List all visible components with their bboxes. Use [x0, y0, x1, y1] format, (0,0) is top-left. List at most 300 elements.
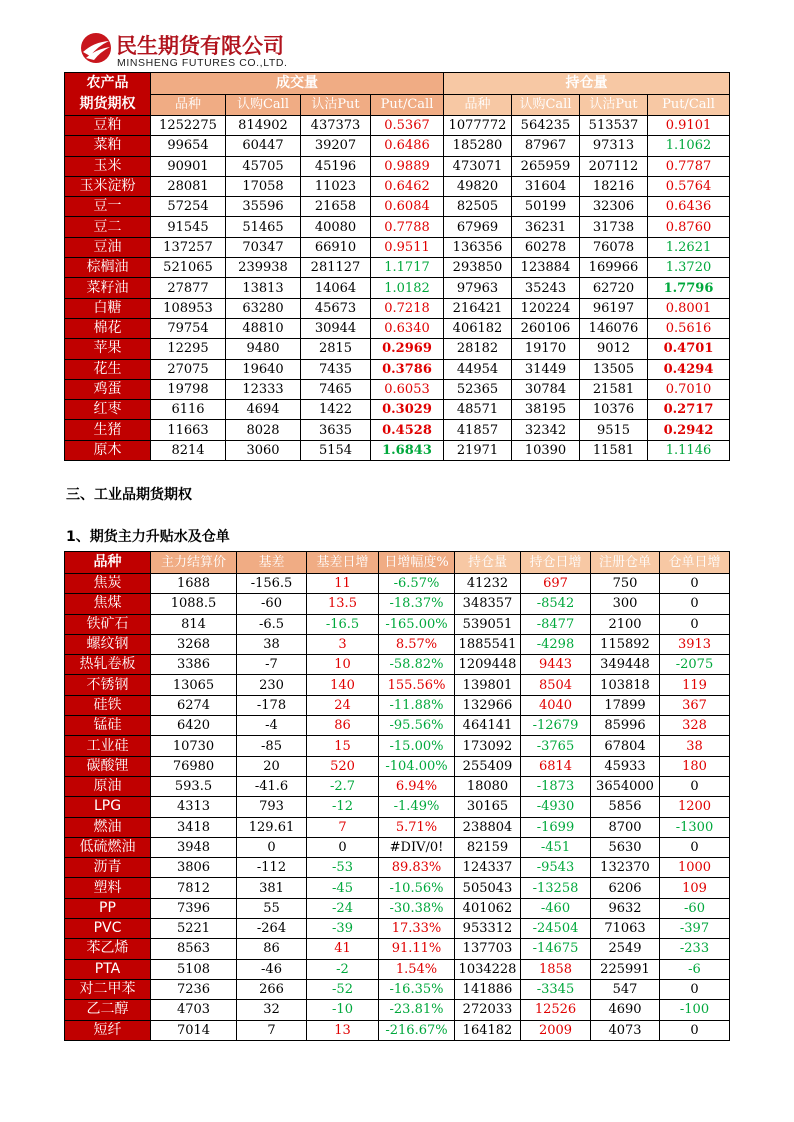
industrial-col-header: 持仓量	[455, 552, 521, 574]
agri-variety-cell: 豆一	[65, 197, 151, 217]
value-cell: 1858	[521, 959, 591, 979]
value-cell: 123884	[512, 258, 580, 278]
table-row	[65, 420, 730, 440]
value-cell: 86	[237, 939, 307, 959]
value-cell: 0	[307, 837, 379, 857]
value-cell: 19798	[151, 379, 226, 399]
value-cell: 32306	[580, 197, 648, 217]
value-cell: 10730	[151, 736, 237, 756]
value-cell: -46	[237, 959, 307, 979]
value-cell: 230	[237, 675, 307, 695]
value-cell: 5108	[151, 959, 237, 979]
value-cell: 2009	[521, 1020, 591, 1040]
value-cell: 63280	[226, 298, 301, 318]
industrial-variety-cell: 硅铁	[65, 695, 151, 715]
table-row	[65, 878, 730, 898]
agri-options-table	[64, 72, 730, 461]
value-cell: -45	[307, 878, 379, 898]
industrial-variety-cell: 锰硅	[65, 716, 151, 736]
value-cell: -13258	[521, 878, 591, 898]
value-cell: 30944	[301, 318, 371, 338]
value-cell: -41.6	[237, 776, 307, 796]
value-cell: 11581	[580, 440, 648, 460]
value-cell: -60	[660, 898, 730, 918]
value-cell: 10	[307, 655, 379, 675]
value-cell: 225991	[591, 959, 660, 979]
value-cell: 97313	[580, 136, 648, 156]
table-row	[65, 1020, 730, 1040]
value-cell: -112	[237, 858, 307, 878]
value-cell: 5630	[591, 837, 660, 857]
value-cell: -53	[307, 858, 379, 878]
value-cell: 3	[307, 634, 379, 654]
value-cell: 265959	[512, 156, 580, 176]
value-cell: 103818	[591, 675, 660, 695]
industrial-col-header: 注册仓单	[591, 552, 660, 574]
value-cell: 814	[151, 614, 237, 634]
value-cell: 45933	[591, 756, 660, 776]
put-call-ratio-cell: 0.9511	[371, 237, 444, 257]
value-cell: 13505	[580, 359, 648, 379]
value-cell: 255409	[455, 756, 521, 776]
put-call-ratio-cell: 0.4294	[648, 359, 730, 379]
agri-variety-cell: 玉米	[65, 156, 151, 176]
value-cell: 281127	[301, 258, 371, 278]
value-cell: 55	[237, 898, 307, 918]
value-cell: 1000	[660, 858, 730, 878]
value-cell: -15.00%	[379, 736, 455, 756]
value-cell: 137257	[151, 237, 226, 257]
value-cell: 21971	[444, 440, 512, 460]
value-cell: -95.56%	[379, 716, 455, 736]
value-cell: -10.56%	[379, 878, 455, 898]
section-heading-industrial-options: 三、工业品期货期权	[66, 487, 192, 503]
value-cell: 91545	[151, 217, 226, 237]
value-cell: 38	[660, 736, 730, 756]
value-cell: 124337	[455, 858, 521, 878]
value-cell: 139801	[455, 675, 521, 695]
value-cell: -6.5	[237, 614, 307, 634]
value-cell: 129.61	[237, 817, 307, 837]
value-cell: 0	[660, 837, 730, 857]
value-cell: 79754	[151, 318, 226, 338]
table-row	[65, 217, 730, 237]
value-cell: 473071	[444, 156, 512, 176]
put-call-ratio-cell: 0.2942	[648, 420, 730, 440]
agri-col-header: 认购Call	[226, 94, 301, 116]
agri-col-header: 认沽Put	[580, 94, 648, 116]
value-cell: 13065	[151, 675, 237, 695]
value-cell: 173092	[455, 736, 521, 756]
value-cell: 70347	[226, 237, 301, 257]
value-cell: 7	[237, 1020, 307, 1040]
value-cell: 0	[660, 776, 730, 796]
value-cell: 505043	[455, 878, 521, 898]
minsheng-logo-icon	[80, 32, 112, 64]
put-call-ratio-cell: 0.6084	[371, 197, 444, 217]
value-cell: 71063	[591, 919, 660, 939]
value-cell: 3418	[151, 817, 237, 837]
table-row	[65, 675, 730, 695]
value-cell: 36231	[512, 217, 580, 237]
value-cell: 3635	[301, 420, 371, 440]
value-cell: -104.00%	[379, 756, 455, 776]
value-cell: 169966	[580, 258, 648, 278]
value-cell: 0	[660, 1020, 730, 1040]
put-call-ratio-cell: 0.6053	[371, 379, 444, 399]
value-cell: -60	[237, 594, 307, 614]
industrial-variety-cell: 燃油	[65, 817, 151, 837]
value-cell: -4298	[521, 634, 591, 654]
industrial-basis-table	[64, 551, 730, 1041]
put-call-ratio-cell: 1.0182	[371, 278, 444, 298]
agri-variety-cell: 豆二	[65, 217, 151, 237]
agri-col-header: 认沽Put	[301, 94, 371, 116]
value-cell: 97963	[444, 278, 512, 298]
put-call-ratio-cell: 1.1146	[648, 440, 730, 460]
value-cell: 32	[237, 1000, 307, 1020]
value-cell: 31449	[512, 359, 580, 379]
value-cell: 0	[660, 614, 730, 634]
value-cell: 300	[591, 594, 660, 614]
value-cell: 6116	[151, 400, 226, 420]
value-cell: 31738	[580, 217, 648, 237]
agri-variety-cell: 鸡蛋	[65, 379, 151, 399]
value-cell: 66910	[301, 237, 371, 257]
industrial-variety-cell: PVC	[65, 919, 151, 939]
value-cell: 7435	[301, 359, 371, 379]
put-call-ratio-cell: 0.7218	[371, 298, 444, 318]
agri-col-header: 品种	[151, 94, 226, 116]
put-call-ratio-cell: 0.4528	[371, 420, 444, 440]
value-cell: 45705	[226, 156, 301, 176]
value-cell: 207112	[580, 156, 648, 176]
logo-chinese-name: 民生期货有限公司	[116, 34, 284, 58]
value-cell: 32342	[512, 420, 580, 440]
value-cell: 5856	[591, 797, 660, 817]
value-cell: 328	[660, 716, 730, 736]
value-cell: 3913	[660, 634, 730, 654]
value-cell: 697	[521, 574, 591, 594]
value-cell: 180	[660, 756, 730, 776]
value-cell: 0	[237, 837, 307, 857]
industrial-variety-cell: 焦煤	[65, 594, 151, 614]
value-cell: 0	[660, 574, 730, 594]
put-call-ratio-cell: 1.6843	[371, 440, 444, 460]
value-cell: 1885541	[455, 634, 521, 654]
industrial-variety-cell: 铁矿石	[65, 614, 151, 634]
value-cell: 52365	[444, 379, 512, 399]
agri-corner-line2: 期货期权	[79, 96, 136, 112]
value-cell: -233	[660, 939, 730, 959]
agri-variety-cell: 生猪	[65, 420, 151, 440]
value-cell: -6.57%	[379, 574, 455, 594]
table-row	[65, 695, 730, 715]
value-cell: -9543	[521, 858, 591, 878]
value-cell: 119	[660, 675, 730, 695]
industrial-variety-cell: 对二甲苯	[65, 979, 151, 999]
put-call-ratio-cell: 0.9101	[648, 116, 730, 136]
value-cell: -30.38%	[379, 898, 455, 918]
value-cell: 1077772	[444, 116, 512, 136]
value-cell: 5154	[301, 440, 371, 460]
industrial-variety-cell: PTA	[65, 959, 151, 979]
value-cell: 19640	[226, 359, 301, 379]
value-cell: 40080	[301, 217, 371, 237]
value-cell: 11023	[301, 176, 371, 196]
value-cell: 38	[237, 634, 307, 654]
industrial-variety-cell: 不锈钢	[65, 675, 151, 695]
value-cell: 6814	[521, 756, 591, 776]
value-cell: 45673	[301, 298, 371, 318]
value-cell: 146076	[580, 318, 648, 338]
industrial-col-header: 持仓日增	[521, 552, 591, 574]
put-call-ratio-cell: 0.5764	[648, 176, 730, 196]
table-row	[65, 655, 730, 675]
value-cell: 7236	[151, 979, 237, 999]
value-cell: 62720	[580, 278, 648, 298]
value-cell: 13	[307, 1020, 379, 1040]
table-row	[65, 716, 730, 736]
put-call-ratio-cell: 0.2717	[648, 400, 730, 420]
value-cell: 437373	[301, 116, 371, 136]
value-cell: -8477	[521, 614, 591, 634]
value-cell: 49820	[444, 176, 512, 196]
value-cell: -4930	[521, 797, 591, 817]
value-cell: -165.00%	[379, 614, 455, 634]
industrial-col-header: 主力结算价	[151, 552, 237, 574]
value-cell: 12295	[151, 339, 226, 359]
value-cell: 21581	[580, 379, 648, 399]
agri-variety-cell: 白糖	[65, 298, 151, 318]
value-cell: -1699	[521, 817, 591, 837]
value-cell: -264	[237, 919, 307, 939]
value-cell: 216421	[444, 298, 512, 318]
put-call-ratio-cell: 1.2621	[648, 237, 730, 257]
value-cell: 349448	[591, 655, 660, 675]
value-cell: 4073	[591, 1020, 660, 1040]
value-cell: -85	[237, 736, 307, 756]
value-cell: -3765	[521, 736, 591, 756]
value-cell: 86	[307, 716, 379, 736]
value-cell: 7812	[151, 878, 237, 898]
agri-variety-cell: 菜粕	[65, 136, 151, 156]
value-cell: -397	[660, 919, 730, 939]
value-cell: 24	[307, 695, 379, 715]
industrial-variety-cell: 原油	[65, 776, 151, 796]
value-cell: 9480	[226, 339, 301, 359]
industrial-variety-cell: 工业硅	[65, 736, 151, 756]
table-row	[65, 594, 730, 614]
table-row	[65, 898, 730, 918]
table-row	[65, 258, 730, 278]
put-call-ratio-cell: 0.5367	[371, 116, 444, 136]
table-row	[65, 736, 730, 756]
value-cell: 67969	[444, 217, 512, 237]
value-cell: 85996	[591, 716, 660, 736]
value-cell: 8563	[151, 939, 237, 959]
value-cell: 10390	[512, 440, 580, 460]
industrial-variety-cell: 焦炭	[65, 574, 151, 594]
value-cell: 91.11%	[379, 939, 455, 959]
value-cell: 67804	[591, 736, 660, 756]
value-cell: 1034228	[455, 959, 521, 979]
put-call-ratio-cell: 0.6486	[371, 136, 444, 156]
value-cell: 4690	[591, 1000, 660, 1020]
value-cell: 31604	[512, 176, 580, 196]
value-cell: -16.35%	[379, 979, 455, 999]
value-cell: 137703	[455, 939, 521, 959]
put-call-ratio-cell: 0.7787	[648, 156, 730, 176]
value-cell: -24504	[521, 919, 591, 939]
put-call-ratio-cell: 1.1062	[648, 136, 730, 156]
value-cell: -23.81%	[379, 1000, 455, 1020]
table-row	[65, 318, 730, 338]
value-cell: 20	[237, 756, 307, 776]
value-cell: -2.7	[307, 776, 379, 796]
industrial-variety-cell: LPG	[65, 797, 151, 817]
put-call-ratio-cell: 0.5616	[648, 318, 730, 338]
value-cell: 12526	[521, 1000, 591, 1020]
value-cell: -7	[237, 655, 307, 675]
value-cell: 1.54%	[379, 959, 455, 979]
value-cell: -460	[521, 898, 591, 918]
value-cell: 17.33%	[379, 919, 455, 939]
value-cell: -1.49%	[379, 797, 455, 817]
value-cell: 60447	[226, 136, 301, 156]
value-cell: 6.94%	[379, 776, 455, 796]
value-cell: 96197	[580, 298, 648, 318]
value-cell: #DIV/0!	[379, 837, 455, 857]
value-cell: 28182	[444, 339, 512, 359]
value-cell: 13813	[226, 278, 301, 298]
value-cell: 750	[591, 574, 660, 594]
value-cell: 89.83%	[379, 858, 455, 878]
table-row	[65, 197, 730, 217]
value-cell: 38195	[512, 400, 580, 420]
put-call-ratio-cell: 0.2969	[371, 339, 444, 359]
value-cell: 4313	[151, 797, 237, 817]
value-cell: -3345	[521, 979, 591, 999]
industrial-col-header: 基差日增	[307, 552, 379, 574]
table-row	[65, 574, 730, 594]
table-row	[65, 939, 730, 959]
value-cell: -2075	[660, 655, 730, 675]
value-cell: 48571	[444, 400, 512, 420]
put-call-ratio-cell: 0.7010	[648, 379, 730, 399]
table-row	[65, 858, 730, 878]
value-cell: 30165	[455, 797, 521, 817]
table-row	[65, 116, 730, 136]
value-cell: 1252275	[151, 116, 226, 136]
value-cell: -451	[521, 837, 591, 857]
value-cell: 164182	[455, 1020, 521, 1040]
industrial-variety-cell: 苯乙烯	[65, 939, 151, 959]
put-call-ratio-cell: 0.4701	[648, 339, 730, 359]
value-cell: 5.71%	[379, 817, 455, 837]
value-cell: 239938	[226, 258, 301, 278]
value-cell: 3386	[151, 655, 237, 675]
value-cell: -156.5	[237, 574, 307, 594]
value-cell: 953312	[455, 919, 521, 939]
value-cell: -1300	[660, 817, 730, 837]
value-cell: 539051	[455, 614, 521, 634]
table-row	[65, 817, 730, 837]
value-cell: 60278	[512, 237, 580, 257]
value-cell: 39207	[301, 136, 371, 156]
value-cell: 521065	[151, 258, 226, 278]
value-cell: 132966	[455, 695, 521, 715]
value-cell: -12	[307, 797, 379, 817]
value-cell: 0	[660, 979, 730, 999]
volume-group-header: 成交量	[151, 73, 444, 95]
value-cell: 593.5	[151, 776, 237, 796]
value-cell: 406182	[444, 318, 512, 338]
value-cell: -12679	[521, 716, 591, 736]
value-cell: 1200	[660, 797, 730, 817]
value-cell: 108953	[151, 298, 226, 318]
table-row	[65, 1000, 730, 1020]
agri-variety-cell: 花生	[65, 359, 151, 379]
value-cell: 76078	[580, 237, 648, 257]
table-row	[65, 298, 730, 318]
value-cell: -14675	[521, 939, 591, 959]
table-row	[65, 440, 730, 460]
value-cell: 8214	[151, 440, 226, 460]
value-cell: 6274	[151, 695, 237, 715]
put-call-ratio-cell: 0.3786	[371, 359, 444, 379]
value-cell: 35243	[512, 278, 580, 298]
value-cell: 17058	[226, 176, 301, 196]
value-cell: -2	[307, 959, 379, 979]
value-cell: -4	[237, 716, 307, 736]
logo-english-name: MINSHENG FUTURES CO.,LTD.	[117, 57, 288, 69]
agri-corner-header	[65, 73, 151, 116]
industrial-variety-cell: PP	[65, 898, 151, 918]
table-row	[65, 614, 730, 634]
value-cell: 10376	[580, 400, 648, 420]
value-cell: 44954	[444, 359, 512, 379]
value-cell: 11663	[151, 420, 226, 440]
value-cell: -11.88%	[379, 695, 455, 715]
agri-variety-cell: 豆油	[65, 237, 151, 257]
value-cell: 9632	[591, 898, 660, 918]
value-cell: 41857	[444, 420, 512, 440]
put-call-ratio-cell: 0.8760	[648, 217, 730, 237]
value-cell: 120224	[512, 298, 580, 318]
agri-col-header: Put/Call	[371, 94, 444, 116]
industrial-col-header: 仓单日增	[660, 552, 730, 574]
put-call-ratio-cell: 0.3029	[371, 400, 444, 420]
value-cell: -39	[307, 919, 379, 939]
agri-col-header: 品种	[444, 94, 512, 116]
industrial-col-header: 日增幅度%	[379, 552, 455, 574]
value-cell: 3268	[151, 634, 237, 654]
industrial-variety-cell: 沥青	[65, 858, 151, 878]
value-cell: 82505	[444, 197, 512, 217]
agri-variety-cell: 苹果	[65, 339, 151, 359]
value-cell: 155.56%	[379, 675, 455, 695]
value-cell: 381	[237, 878, 307, 898]
table-row	[65, 156, 730, 176]
value-cell: 293850	[444, 258, 512, 278]
value-cell: 51465	[226, 217, 301, 237]
company-logo	[80, 30, 320, 72]
value-cell: 35596	[226, 197, 301, 217]
value-cell: 45196	[301, 156, 371, 176]
value-cell: 260106	[512, 318, 580, 338]
value-cell: 8700	[591, 817, 660, 837]
